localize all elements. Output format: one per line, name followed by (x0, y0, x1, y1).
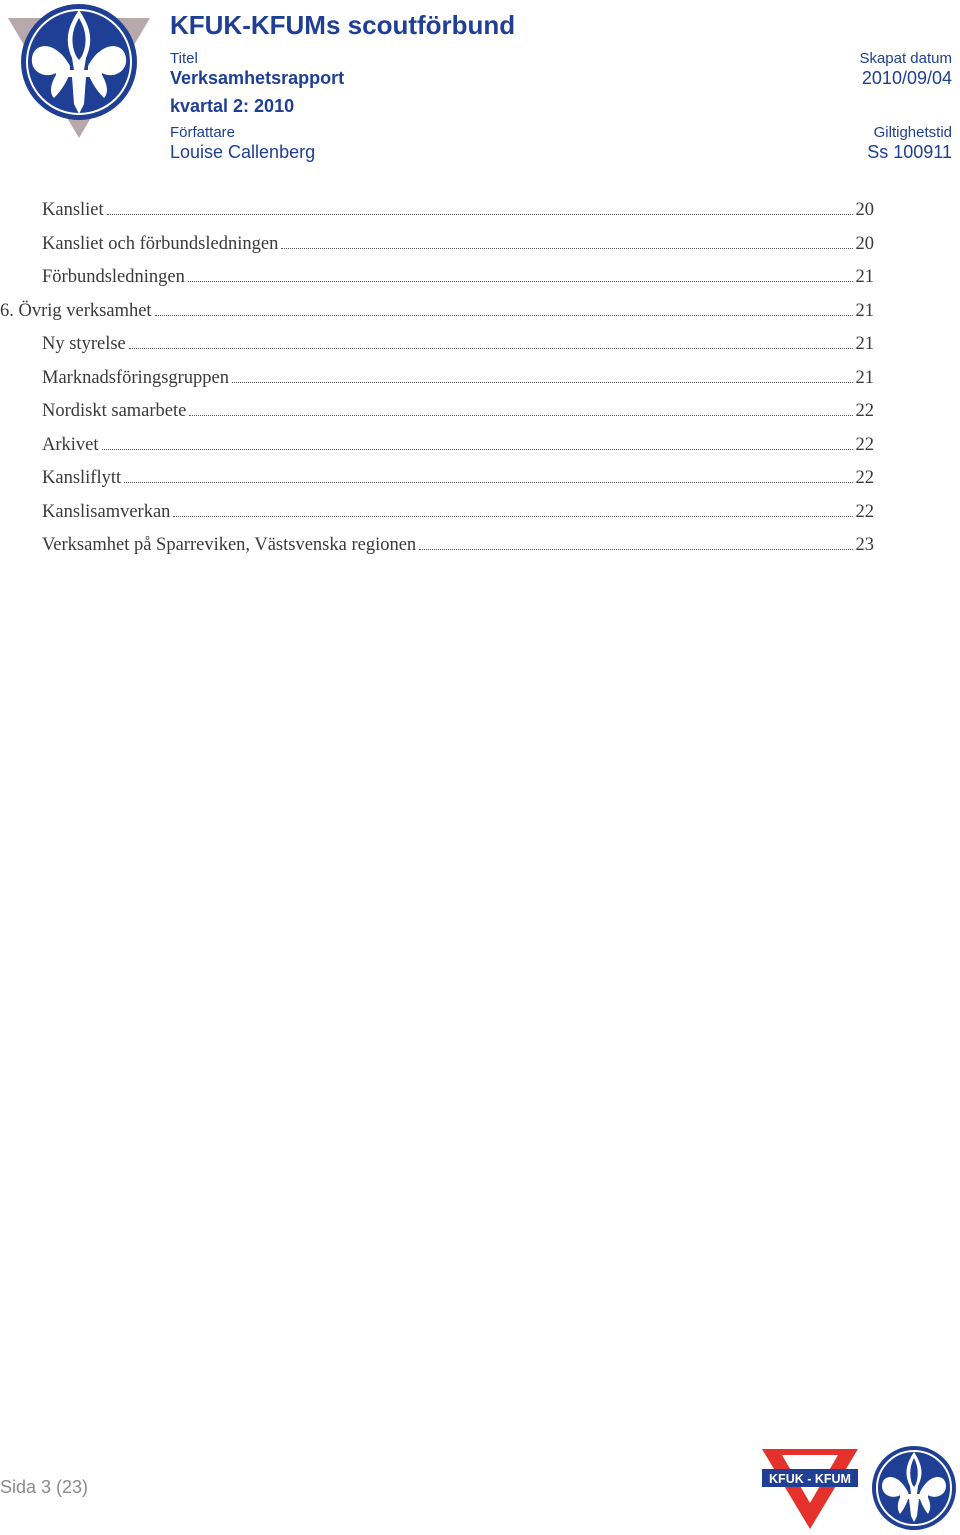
page-number: Sida 3 (23) (0, 1477, 89, 1497)
toc-entry-title: 6. Övrig verksamhet (0, 301, 152, 321)
toc-leader-dots (107, 214, 853, 215)
title-line-2: kvartal 2: 2010 (170, 96, 295, 116)
author-value: Louise Callenberg (170, 142, 316, 162)
toc-entry[interactable] (42, 361, 874, 389)
toc-entry-page: 22 (855, 401, 874, 421)
toc-entry-title: Kansliflytt (42, 468, 122, 488)
toc-entry-page: 21 (855, 368, 874, 388)
org-name: KFUK-KFUMs scoutförbund (170, 10, 516, 40)
toc-entry[interactable] (42, 428, 874, 456)
ymca-triangle-icon (760, 1447, 860, 1531)
toc-entry[interactable] (42, 327, 874, 355)
toc-leader-dots (189, 415, 852, 416)
toc-entry-title: Kanslisamverkan (42, 502, 171, 522)
toc-entry[interactable] (42, 394, 874, 422)
toc-leader-dots (129, 348, 853, 349)
toc-entry-page: 23 (855, 535, 874, 555)
toc-entry-page: 22 (855, 468, 874, 488)
toc-entry-title: Förbundsledningen (42, 267, 185, 287)
title-line-1: Verksamhetsrapport (170, 68, 345, 88)
toc-leader-dots (419, 549, 852, 550)
toc-entry[interactable] (42, 461, 874, 489)
title-label: Titel (170, 50, 198, 67)
toc-leader-dots (155, 315, 853, 316)
scout-lily-icon (6, 0, 152, 140)
scout-lily-icon (870, 1444, 958, 1532)
footer-logo-text: KFUK - KFUM (769, 1472, 851, 1486)
toc-entry-title: Arkivet (42, 435, 99, 455)
toc-entry[interactable] (0, 294, 874, 322)
toc-leader-dots (124, 482, 852, 483)
toc-entry-title: Marknadsföringsgruppen (42, 368, 230, 388)
toc-entry[interactable] (42, 495, 874, 523)
toc-entry-page: 20 (855, 234, 874, 254)
toc-entry-title: Kansliet och förbundsledningen (42, 234, 279, 254)
toc-leader-dots (232, 382, 852, 383)
toc-entry[interactable] (42, 528, 874, 556)
validity-value: Ss 100911 (867, 142, 952, 162)
toc-leader-dots (281, 248, 852, 249)
toc-entry-title: Nordiskt samarbete (42, 401, 187, 421)
toc-entry-page: 21 (855, 267, 874, 287)
toc-entry[interactable] (42, 260, 874, 288)
toc-entry-title: Kansliet (42, 200, 104, 220)
toc-entry-page: 21 (855, 301, 874, 321)
validity-label: Giltighetstid (873, 124, 952, 141)
toc-entry[interactable] (42, 227, 874, 255)
toc-entry-page: 22 (855, 502, 874, 522)
created-date-value: 2010/09/04 (861, 68, 952, 88)
toc-entry-page: 20 (855, 200, 874, 220)
toc-entry-title: Ny styrelse (42, 334, 126, 354)
toc-entry[interactable] (42, 193, 874, 221)
toc-entry-page: 21 (855, 334, 874, 354)
toc-leader-dots (173, 516, 852, 517)
toc-leader-dots (102, 449, 853, 450)
created-date-label: Skapat datum (859, 50, 952, 67)
author-label: Författare (170, 124, 236, 141)
toc-entry-page: 22 (855, 435, 874, 455)
toc-leader-dots (188, 281, 853, 282)
toc-entry-title: Verksamhet på Sparreviken, Västsvenska regionen (42, 535, 417, 555)
